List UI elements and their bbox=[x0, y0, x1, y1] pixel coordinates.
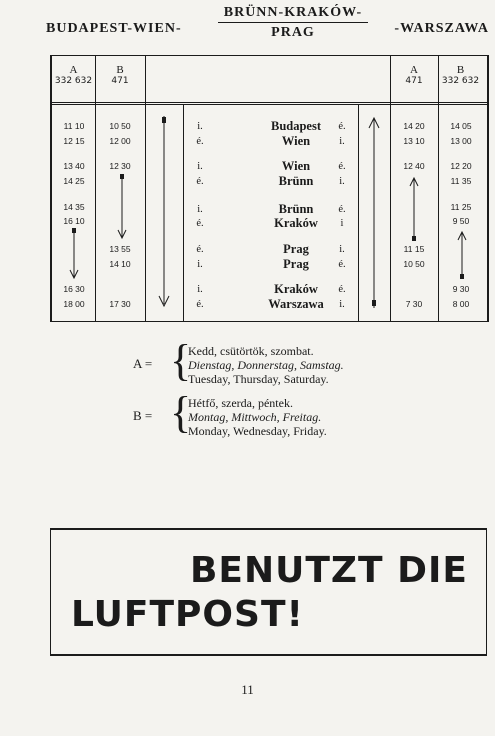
station-name: Wien bbox=[281, 134, 311, 148]
time-right-b: 13 00 bbox=[450, 136, 472, 146]
time-left-a: 12 15 bbox=[63, 136, 85, 146]
route-title-left: BUDAPEST-WIEN- bbox=[46, 21, 182, 36]
header-left-a: A 332 632 bbox=[54, 64, 93, 86]
advert-line-1: BENUTZT DIE bbox=[189, 550, 468, 591]
time-right-a: 10 50 bbox=[403, 259, 425, 269]
dep-arr-marker: é. bbox=[338, 121, 346, 132]
direction-arrows bbox=[52, 56, 483, 319]
legend-a bbox=[133, 336, 433, 389]
route-title-middle bbox=[218, 5, 368, 41]
time-right-a: 13 10 bbox=[403, 136, 425, 146]
time-left-a: 14 35 bbox=[63, 202, 85, 212]
legend-b bbox=[133, 388, 433, 441]
time-left-a: 16 10 bbox=[63, 216, 85, 226]
dep-arr-marker: é. bbox=[196, 218, 204, 229]
time-right-a: 12 40 bbox=[403, 161, 425, 171]
time-left-b: 17 30 bbox=[109, 299, 131, 309]
legend-de: Montag, Mittwoch, Freitag. bbox=[188, 410, 322, 424]
station-name: Prag bbox=[283, 242, 309, 256]
time-right-b: 9 50 bbox=[452, 216, 470, 226]
time-right-b: 9 30 bbox=[452, 284, 470, 294]
legend-en: Tuesday, Thursday, Saturday. bbox=[188, 372, 329, 386]
time-right-a: 11 15 bbox=[403, 244, 425, 254]
station-name: Kraków bbox=[274, 282, 318, 296]
arrow-tail-mark bbox=[72, 228, 76, 233]
arrow-tail-mark bbox=[412, 236, 416, 241]
dep-arr-marker: é. bbox=[338, 284, 346, 295]
header-right-a: A 471 bbox=[405, 64, 423, 86]
legend-key: A = bbox=[133, 356, 153, 371]
dep-arr-marker: i. bbox=[197, 161, 203, 172]
dep-arr-marker: é. bbox=[196, 299, 204, 310]
arrow-tail-mark bbox=[372, 300, 376, 306]
legend-en: Monday, Wednesday, Friday. bbox=[188, 424, 327, 438]
route-title-right: -WARSZAWA bbox=[394, 21, 489, 36]
time-left-b: 12 00 bbox=[109, 136, 131, 146]
page-number: 11 bbox=[241, 682, 254, 697]
arrow-tail-mark bbox=[460, 274, 464, 279]
time-right-a: 14 20 bbox=[403, 121, 425, 131]
brace-icon: { bbox=[170, 388, 192, 437]
legend-hu: Kedd, csütörtök, szombat. bbox=[188, 344, 314, 358]
route-title bbox=[46, 5, 491, 49]
dep-arr-marker: i. bbox=[339, 244, 345, 255]
time-left-a: 14 25 bbox=[63, 176, 85, 186]
station-name: Budapest bbox=[270, 119, 322, 133]
dep-arr-marker: i. bbox=[339, 299, 345, 310]
dep-arr-marker: é. bbox=[196, 244, 204, 255]
time-right-b: 12 20 bbox=[450, 161, 472, 171]
timetable bbox=[50, 55, 489, 322]
time-left-b: 10 50 bbox=[109, 121, 131, 131]
time-right-b: 8 00 bbox=[452, 299, 470, 309]
station-name: Warszawa bbox=[268, 297, 324, 311]
time-left-a: 11 10 bbox=[63, 121, 85, 131]
dep-arr-marker: i. bbox=[339, 176, 345, 187]
legend-lines bbox=[188, 396, 327, 438]
time-left-b: 13 55 bbox=[109, 244, 131, 254]
route-title-middle-top: BRÜNN-KRAKÓW- bbox=[218, 5, 368, 23]
legend-key: B = bbox=[133, 408, 153, 423]
arrow-tail-mark bbox=[162, 117, 166, 123]
airmail-advert bbox=[50, 528, 487, 656]
time-right-a: 7 30 bbox=[405, 299, 423, 309]
arrow-tail-mark bbox=[120, 174, 124, 179]
time-left-b: 14 10 bbox=[109, 259, 131, 269]
station-name: Brünn bbox=[278, 202, 314, 216]
header-right-b: B 332 632 bbox=[441, 64, 480, 86]
time-left-b: 12 30 bbox=[109, 161, 131, 171]
station-name: Brünn bbox=[278, 174, 314, 188]
dep-arr-marker: i. bbox=[339, 136, 345, 147]
advert-line-2: LUFTPOST! bbox=[71, 594, 304, 635]
dep-arr-marker: i bbox=[340, 218, 344, 229]
station-name: Prag bbox=[283, 257, 309, 271]
time-left-a: 13 40 bbox=[63, 161, 85, 171]
dep-arr-marker: é. bbox=[338, 161, 346, 172]
route-title-middle-bottom: PRAG bbox=[271, 25, 315, 40]
dep-arr-marker: i. bbox=[197, 204, 203, 215]
station-name: Kraków bbox=[274, 216, 318, 230]
time-right-b: 11 25 bbox=[450, 202, 472, 212]
legend-lines bbox=[188, 344, 344, 386]
time-left-a: 18 00 bbox=[63, 299, 85, 309]
dep-arr-marker: é. bbox=[196, 176, 204, 187]
dep-arr-marker: é. bbox=[196, 136, 204, 147]
dep-arr-marker: é. bbox=[338, 204, 346, 215]
station-name: Wien bbox=[281, 159, 311, 173]
time-left-a: 16 30 bbox=[63, 284, 85, 294]
header-left-b: B 471 bbox=[111, 64, 129, 86]
brace-icon: { bbox=[170, 336, 192, 385]
dep-arr-marker: é. bbox=[338, 259, 346, 270]
dep-arr-marker: i. bbox=[197, 121, 203, 132]
legend-de: Dienstag, Donnerstag, Samstag. bbox=[188, 358, 344, 372]
time-right-b: 11 35 bbox=[450, 176, 472, 186]
dep-arr-marker: i. bbox=[197, 259, 203, 270]
time-right-b: 14 05 bbox=[450, 121, 472, 131]
legend-hu: Hétfő, szerda, péntek. bbox=[188, 396, 293, 410]
dep-arr-marker: i. bbox=[197, 284, 203, 295]
